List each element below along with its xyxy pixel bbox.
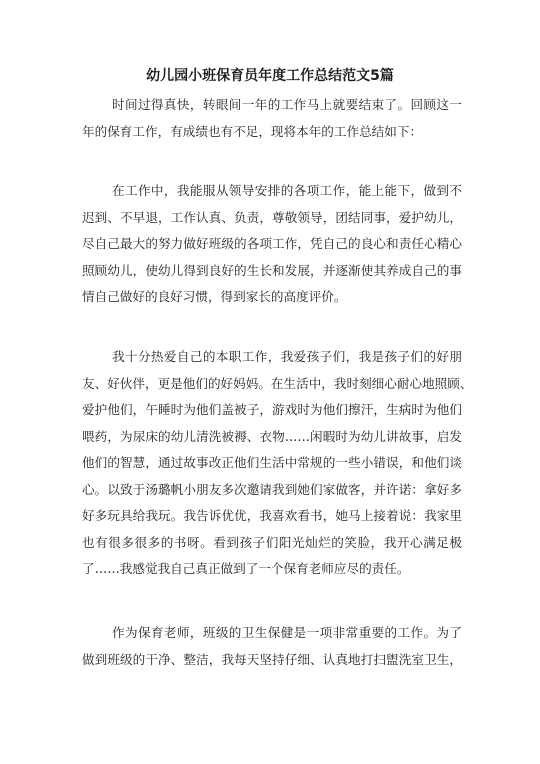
text-line: 友、好伙伴，更是他们的好妈妈。在生活中，我时刻细心耐心地照顾、 — [82, 375, 473, 391]
text-line: 爱护他们，午睡时为他们盖被子，游戏时为他们擦汗，生病时为他们 — [82, 402, 462, 417]
paragraph-love-children — [82, 344, 473, 583]
text-line: 照顾幼儿，使幼儿得到良好的生长和发展，并逐渐使其养成自己的事 — [82, 262, 462, 278]
document-title: 幼儿园小班保育员年度工作总结范文5篇 — [146, 68, 394, 84]
text-line: 做到班级的干净、整洁，我每天坚持仔细、认真地打扫盥洗室卫生， — [82, 651, 462, 667]
text-line: 也有很多很多的书呀。看到孩子们阳光灿烂的笑脸，我开心满足极 — [82, 534, 462, 550]
text-line: 作为保育老师，班级的卫生保健是一项非常重要的工作。为了 — [112, 625, 462, 640]
text-line: 了……我感觉我自己真正做到了一个保育老师应尽的责任。 — [82, 561, 410, 576]
text-line: 他们的智慧，通过故事改正他们生活中常规的一些小错误，和他们谈 — [82, 455, 462, 470]
text-line: 心。以致于汤璐帆小朋友多次邀请我到她们家做客，并许诺：拿好多 — [82, 481, 462, 497]
paragraph-hygiene — [82, 620, 462, 673]
text-line: 喂药，为尿床的幼儿清洗被褥、衣物……闲暇时为幼儿讲故事，启发 — [82, 428, 462, 444]
text-line: 情自己做好的良好习惯，得到家长的高度评价。 — [82, 289, 347, 304]
text-line: 迟到、不早退，工作认真、负责，尊敬领导，团结同事，爱护幼儿， — [82, 209, 462, 225]
paragraph-intro — [82, 92, 462, 145]
text-line: 我十分热爱自己的本职工作，我爱孩子们，我是孩子们的好朋 — [112, 349, 462, 364]
text-line: 尽自己最大的努力做好班级的各项工作，凭自己的良心和责任心精心 — [82, 236, 462, 251]
text-line: 时间过得真快，转眼间一年的工作马上就要结束了。回顾这一 — [112, 97, 462, 112]
text-line: 好多玩具给我玩。我告诉优优，我喜欢看书，她马上接着说：我家里 — [82, 508, 462, 523]
paragraph-work-attitude — [82, 178, 462, 311]
text-line: 在工作中，我能服从领导安排的各项工作，能上能下，做到不 — [112, 183, 462, 198]
text-line: 年的保育工作，有成绩也有不足，现将本年的工作总结如下： — [82, 123, 423, 139]
